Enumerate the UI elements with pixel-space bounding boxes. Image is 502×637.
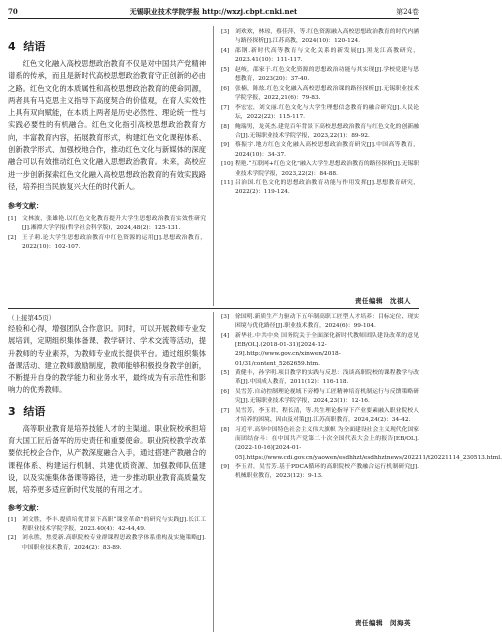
editor-credit: 责任编辑 闵海英 bbox=[355, 619, 411, 627]
section-title: 结语 bbox=[23, 40, 46, 53]
continued-note: （上接第45页） bbox=[8, 314, 56, 322]
volume-label: 第24卷 bbox=[396, 8, 419, 16]
running-header bbox=[8, 6, 419, 19]
conclusion-paragraph: 高等职业教育是培养技能人才的主渠道。职业院校承担培育大国工匠后备军的历史责任和重要使命。职业院校教学改革要依托校企合作，从产教深度融合入手，通过搭建产教融合的课程体系、构建运行机制、共建优质资源、加强教师队伍建设，以及实施集体备课等路径，进一步推动职业教育高质量发展，培养更多适应新时代发展的有用之才。 bbox=[8, 423, 206, 495]
page-number: 70 bbox=[8, 7, 18, 16]
reference-item: [6] 张楠，陈炫.红色文化融入高校思想政治课的路径探析[J].无锡职业技术学院学报，2022,21(6)：79-83. bbox=[221, 85, 419, 101]
references-heading: 参考文献： bbox=[8, 503, 43, 512]
section-title: 结语 bbox=[23, 404, 46, 418]
column-divider bbox=[213, 26, 214, 306]
reference-item: [9] 蔡振宇.地方红色文化融入高校思想政治教育研究[J].中国高等教育，2024(10)：34-37. bbox=[221, 142, 419, 158]
reference-item: [5] 黄健丰，孙学明.项目教学的实践与反思：浅谈高职院校的课程教学与改革[J].中国成人教育，2011(12)：116-118. bbox=[221, 370, 419, 386]
reference-item: [7] 吴雪芳，李玉君，程长清，等.共生理论指导下产业要素融入职业院校人才培养的困境、因由及对策[J].江苏高职教育，2024,24(2)：34-42. bbox=[221, 408, 419, 424]
reference-item: [6] 吴雪芳.自动控制理论视域下旁樽与工匠精神培育机制运行与反馈策略研究[J].无锡职业技术学院学报，2024,23(1)：12-16. bbox=[221, 389, 419, 405]
reference-item: [3] 刘欢欢，林琼，蔡佳萍，等.红色资源融入高校思想政治教育的时代内涵与路径探析[J].江苏高教，2024(10)：120-124. bbox=[221, 29, 419, 45]
reference-item: [7] 李宏宏，刘文丽.红色文化与大学生理想信念教育的融合研究[J].人民论坛，2022(22)：115-117. bbox=[221, 104, 419, 120]
reference-item: [8] 习近平.高举中国特色社会主义伟大旗帜 为全面建设社会主义现代化国家而团结奋斗：在中国共产党第二十次全国代表大会上的报告[EB/OL].(2022-10-16)[2024-01-05].https://www.cdi.gov.cn/yaowen/esdhhzt/esdhhztnews/202211/t20221114_230513.html. bbox=[221, 426, 502, 461]
bottom-right-column bbox=[221, 313, 502, 482]
reference-item: [3] 徐国明.新质生产力驱动下五年制高职工匠型人才培养：目标定位、现实困境与优化路径[J].职业技术教育，2024(6)：99-104. bbox=[221, 314, 419, 330]
editor-credit: 责任编辑 沈祺人 bbox=[355, 297, 411, 305]
references-list bbox=[8, 215, 206, 252]
top-right-column bbox=[221, 28, 419, 198]
reference-item: [4] 新华社.中共中央 国务院关于全面深化新时代教师团队建设改革的意见[EB/OL].(2018-01-31)[2024-12-29].http://www.gov.cn/xinwen/2018-01/31/content_5262659.htm. bbox=[221, 332, 419, 367]
reference-item: [5] 赵岐，邵家于.红色文化资源的思想政治功能与其实现[J].学校党建与思想教育，2023(20)：37-40. bbox=[221, 66, 419, 83]
reference-item: [9] 李玉君，吴雪芳.基于PDCA循环的高职院校产教融合运行机制研究[J].机械职业教育，2023(12)：9-13. bbox=[221, 464, 419, 480]
reference-item: [4] 邵钢.新时代高等教育与文化关系的新发展[J].黑龙江高教研究，2023.41(10)：111-117. bbox=[221, 47, 419, 64]
references-list bbox=[221, 28, 419, 198]
reference-item: [11] 吕治国.红色文化的思想政治教育功能与作用发挥[J].思想教育研究，2022(2)：119-124. bbox=[221, 180, 419, 196]
conclusion-paragraph: 红色文化融入高校思想政治教育不仅是对中国共产党精神谱系的传承，而且是新时代高校思想政治教育守正创新的必由之路。红色文化的本质属性和高校思想政治教育的使命同源，两者具有马克思主义指导下高度契合的价值观，在育人实效性上具有双向赋能，在本质上两者是历史必然性、理论统一性与实践必要性的有机融合。红色文化指引高校思想政治教育方向，丰富教育内容，拓展教育形式，构建红色文化课程体系、创新教学形式、加强校地合作，推动红色文化与新媒体的深度融合可以有效推动红色文化融入思想政治教育。未来，高校应进一步创新探索红色文化融入高校思想政治教育的有效实践路径，培养担当民族复兴大任的时代新人。 bbox=[8, 59, 206, 191]
section-heading bbox=[8, 38, 206, 54]
references-heading: 参考文献： bbox=[8, 202, 43, 211]
reference-item: [2] 王子莉.论大学生思想政治教育中红色资源的运用[J].思想政治教育，2022(10)：102-107. bbox=[8, 235, 206, 251]
reference-item: [8] 鲍瑞男，龙英杰.建党百年背景下高校思想政治教育与红色文化的创新融合[J].无锡职业技术学院学报，2023,22(1)：89-92. bbox=[221, 123, 419, 139]
references-list bbox=[221, 313, 502, 482]
column-divider bbox=[213, 312, 214, 632]
section-heading bbox=[8, 403, 206, 419]
body-paragraph: 经验和心得，增强团队合作意识。同时，可以开展教师专业发展培训，定期组织集体备课、教学研讨、学术交流等活动，提升教师的专业素养，为教师专业成长提供平台。通过组织集体备课活动、建立教师激励制度，教师能够积极投身教学创新，不断提升自身的教学能力和业务水平，最终成为有示范性和影响力的优秀教师。 bbox=[8, 324, 206, 395]
journal-name: 无锡职业技术学院学报 http://wxzj.cbpt.cnki.net bbox=[129, 7, 298, 16]
reference-item: [1] 文林波，张雄艳.以红色文化教育提升大学生思想政治教育实效性研究[J].湘潭大学学报(哲学社会科学版)，2024,48(2)：125-131. bbox=[8, 216, 206, 232]
section-number: 3 bbox=[8, 404, 16, 418]
top-left-column bbox=[8, 38, 206, 253]
article-separator bbox=[8, 308, 419, 309]
references-list bbox=[8, 516, 206, 553]
reference-item: [2] 刘永胜，焦爱新.高职院校专业群课程思政教学体系重构及实施策略[J].中国职业技术教育，2024(2)：83-89. bbox=[8, 535, 206, 551]
bottom-left-column bbox=[8, 313, 206, 553]
section-number: 4 bbox=[8, 40, 16, 53]
reference-item: [10] 程艳.“互联网+红色文化”融入大学生思想政治教育的路径探析[J].无锡职业技术学院学报，2023,22(2)：84-88. bbox=[221, 161, 419, 177]
reference-item: [1] 刘文胜，李丰.提质培优背景下高职“课堂革命”的研究与实践[J].长江工程职业技术学院学报，2023.40(4)：42-44,49. bbox=[8, 516, 206, 532]
